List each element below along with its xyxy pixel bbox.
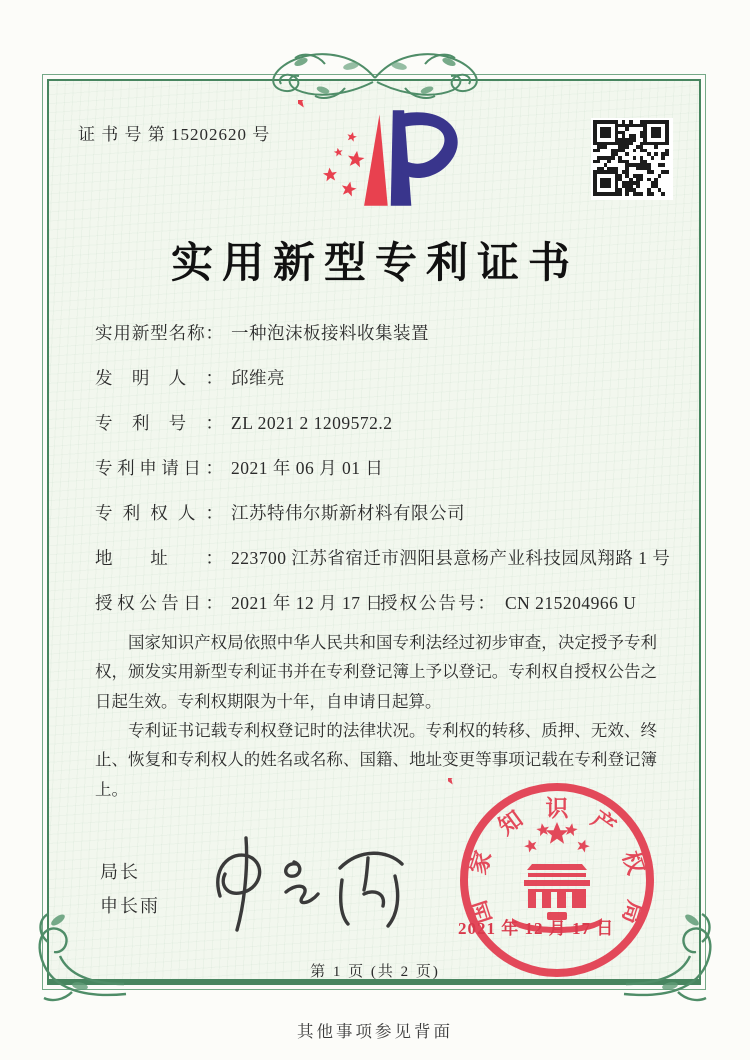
- field-value: 223700 江苏省宿迁市泗阳县意杨产业科技园凤翔路 1 号: [231, 548, 671, 568]
- field-label: 专利申请日：: [95, 458, 223, 478]
- seal-char: 产: [586, 806, 621, 840]
- seal-char: 国: [465, 897, 497, 928]
- top-vine-ornament-icon: [205, 38, 545, 108]
- handwritten-signature: [190, 832, 415, 937]
- field-label: 专利号：: [95, 413, 223, 433]
- field-label: 授权公告号：: [380, 593, 497, 613]
- certificate-title: 实用新型专利证书: [170, 241, 579, 287]
- field-grant-number: [380, 590, 636, 615]
- field-address: [95, 545, 670, 590]
- legal-paragraph-1: 国家知识产权局依照中华人民共和国专利法经过初步审查，决定授予专利权，颁发实用新型专利证书并在专利登记簿上予以登记。专利权自授权公告之日起生效。专利权期限为十年，自申请日起算。: [95, 633, 657, 711]
- qr-code-modules: [593, 120, 667, 194]
- field-value: CN 215204966 U: [505, 593, 637, 613]
- field-filing-date: [95, 455, 670, 500]
- seal-char: 知: [493, 806, 528, 840]
- field-patentee: [95, 500, 670, 545]
- field-inventor: [95, 365, 670, 410]
- certificate-fields: [95, 320, 670, 635]
- commissioner-title: 局长: [100, 862, 140, 882]
- cnipa-logo-icon: [298, 100, 463, 215]
- field-value: 2021 年 12 月 17 日: [231, 593, 384, 613]
- field-value: 2021 年 06 月 01 日: [231, 458, 384, 478]
- field-label: 实用新型名称：: [95, 323, 223, 343]
- field-value: 江苏特伟尔斯新材料有限公司: [231, 503, 465, 523]
- back-side-note: 其他事项参见背面: [297, 1022, 453, 1041]
- field-value: 邱维亮: [231, 368, 285, 388]
- field-label: 授权公告日：: [95, 593, 223, 613]
- field-patent-number: [95, 410, 670, 455]
- seal-char: 局: [617, 897, 649, 928]
- field-utility-model-name: [95, 320, 670, 365]
- commissioner-name: 申长雨: [100, 896, 160, 916]
- certificate-number: 证 书 号 第 15202620 号: [78, 125, 271, 144]
- field-label: 地址：: [95, 548, 223, 568]
- field-value: ZL 2021 2 1209572.2: [231, 413, 393, 433]
- legal-paragraph-2: 专利证书记载专利权登记时的法律状况。专利权的转移、质押、无效、终止、恢复和专利权人的姓名或名称、国籍、地址变更等事项记载在专利登记簿上。: [95, 721, 657, 799]
- seal-date: 2021 年 12 月 17 日: [458, 919, 615, 938]
- cnipa-round-seal: [448, 778, 666, 986]
- seal-char: 家: [465, 847, 497, 878]
- field-label: 专利权人：: [95, 503, 223, 523]
- qr-code: [591, 118, 673, 200]
- page-number: 第 1 页 (共 2 页): [310, 964, 440, 980]
- seal-char: 权: [617, 847, 649, 878]
- field-label: 发明人：: [95, 368, 223, 388]
- seal-char: 识: [545, 796, 569, 821]
- field-value: 一种泡沫板接料收集装置: [231, 323, 429, 343]
